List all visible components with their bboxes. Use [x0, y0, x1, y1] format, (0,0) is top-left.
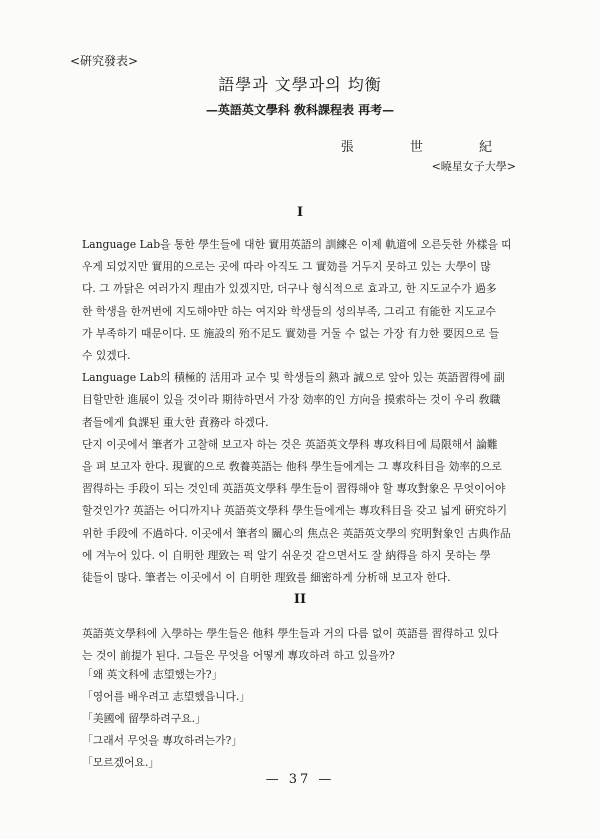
body-line: 는 것이 前提가 된다. 그들은 무엇을 어떻게 專攻하려 하고 있을까? — [82, 649, 395, 663]
body-line: 者들에게 負課된 重大한 責務라 하겠다. — [82, 415, 269, 429]
body-line: 가 부족하기 때문이다. 또 施設의 殆不足도 實効를 거둘 수 없는 가장 有力한 要因으로 들 — [82, 326, 500, 340]
body-line: 한 학생을 한꺼번에 지도해야만 하는 여지와 학생들의 성의부족, 그리고 有能한 지도교수 — [82, 304, 496, 318]
body-line: 단지 이곳에서 筆者가 고찰해 보고자 하는 것은 英語英文學科 專攻科目에 局限해서 論難 — [82, 437, 498, 451]
body-line: 目할만한 進展이 있을 것이라 期待하면서 가장 効率的인 方向을 摸索하는 것이 우리 敎職 — [82, 393, 501, 407]
dialogue-block — [82, 664, 250, 774]
body-line: 徒들이 많다. 筆者는 이곳에서 이 自明한 理致를 細密하게 分析해 보고자 한다. — [82, 571, 451, 585]
article-subtitle: —英語英文學科 敎科課程表 再考— — [205, 103, 395, 117]
body-line: Language Lab을 통한 學生들에 대한 實用英語의 訓練은 이제 軌道에 오른듯한 外樣을 띠 — [82, 238, 512, 251]
body-line: 할것인가? 英語는 어디까지나 英語英文學科 學生들에게는 專攻科目을 갖고 넓게 硏究하기 — [82, 504, 508, 518]
section-1-body — [82, 234, 534, 589]
body-line: 을 펴 보고자 한다. 現實的으로 敎養英語는 他科 學生들에게는 그 專攻科目을 効率的으로 — [82, 460, 502, 474]
article-title: 語學과 文學과의 均衡 — [218, 75, 382, 94]
section-heading-1: I — [296, 205, 304, 220]
page-number: — 37 — — [265, 772, 335, 787]
body-line: 習得하는 手段이 되는 것인데 英語英文學科 學生들이 習得해야 할 專攻對象은 무엇이어야 — [82, 482, 506, 496]
author-name: 張 世 紀 — [340, 140, 518, 155]
dialogue-line: 「美國에 留學하려구요.」 — [82, 712, 206, 725]
dialogue-line: 「모르겠어요.」 — [82, 756, 160, 769]
section-heading-2: II — [293, 592, 307, 607]
dialogue-line: 「그래서 무엇을 專攻하려는가?」 — [82, 734, 243, 747]
article-category-label: <硏究發表> — [70, 54, 139, 68]
dialogue-line: 「왜 英文科에 志望했는가?」 — [82, 668, 223, 681]
dialogue-line: 「영어를 배우려고 志望했읍니다.」 — [82, 690, 251, 703]
body-line: 에 겨누어 있다. 이 自明한 理致는 퍽 알기 쉬운것 같으면서도 잘 納得을 하지 못하는 學 — [82, 548, 491, 562]
body-line: 위한 手段에 不過하다. 이곳에서 筆者의 關心의 焦点은 英語英文學의 究明對象인 古典作品 — [82, 526, 511, 540]
body-line: Language Lab의 積極的 活用과 교수 및 학생들의 熱과 誠으로 앞아 있는 英語習得에 副 — [82, 371, 505, 385]
author-affiliation: <曉星女子大學> — [431, 160, 516, 173]
body-line: 다. 그 까닭은 여러가지 理由가 있겠지만, 더구나 형식적으로 효과고, 한 지도교수가 過多 — [82, 282, 497, 296]
body-line: 우게 되었지만 實用的으로는 곳에 따라 아직도 그 實効를 거두지 못하고 있는 大學이 많 — [82, 260, 491, 274]
body-line: 수 있겠다. — [82, 349, 131, 363]
section-2-body — [82, 623, 534, 667]
body-line: 英語英文學科에 入學하는 學生들은 他科 學生들과 거의 다름 없이 英語를 習得하고 있다 — [82, 627, 499, 640]
